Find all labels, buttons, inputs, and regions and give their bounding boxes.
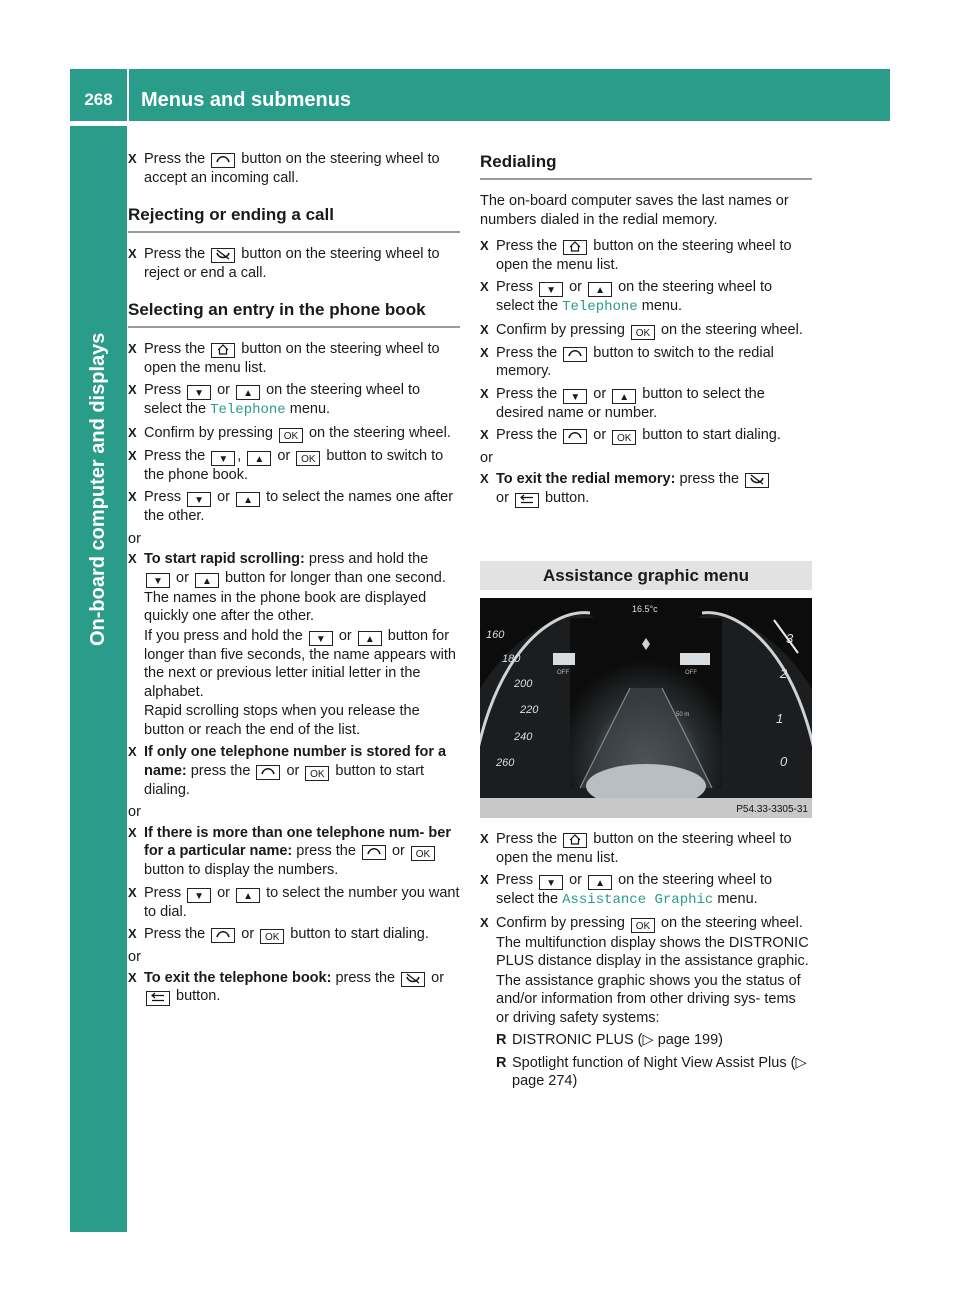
step-arrow-icon: X [480,385,489,401]
step-start-dialing: X Press the or OK button to start dialing. [128,926,429,943]
step-arrow-icon: X [480,872,489,887]
step-arrow-icon: X [480,914,489,930]
menu-telephone: Telephone [210,402,286,418]
step-redial-start: X Press the or OK button to start dialing. [480,427,781,444]
step-redial-confirm: X Confirm by pressing OK on the steering wheel. [480,321,803,339]
page-ref-icon: ▷ [642,1032,654,1048]
distance-marker: 50 m [676,712,690,718]
step-select-number: X Press ▼ or ▲ to select the number you want to dial. [128,884,460,920]
heading-redial: Redialing [480,152,557,171]
back-icon [146,991,170,1006]
menu-telephone: Telephone [562,299,638,315]
menu-assistance-graphic: Assistance Graphic [562,892,714,908]
step-open-menu: X Press the button on the steering wheel to open the menu list. [128,341,440,376]
page-title: Menus and submenus [141,89,352,111]
rapid-note-1: The names in the phone book are displayed quickly one after the other. [144,589,427,624]
step-arrow-icon: X [480,321,489,337]
side-tab-label-wrap [70,126,127,656]
phone-pickup-icon [211,153,235,168]
cluster-illustration [480,598,812,798]
assistance-steps [480,830,812,1091]
up-arrow-icon: ▲ [236,888,260,903]
bullet-icon: R [496,1032,507,1048]
step-arrow-icon: X [128,246,137,261]
heading-rule [128,231,460,233]
step-arrow-icon: X [128,151,137,166]
or-separator: or [128,530,141,547]
down-arrow-icon: ▼ [146,573,170,588]
page-ref-icon: ▷ [795,1054,807,1071]
list-item: R Spotlight function of Night View Assist Plus (▷ page 274) [496,1054,807,1089]
down-arrow-icon: ▼ [539,875,563,890]
speed-tick: 220 [520,704,539,716]
step-arrow-icon: X [480,238,489,253]
or-separator: or [128,949,141,965]
left-column [128,150,460,1010]
step-redial-select-telephone: X Press ▼ or ▲ on the steering wheel to select the Telephone menu. [480,279,773,315]
home-icon [211,343,235,358]
step-arrow-icon: X [128,424,137,440]
phone-hangup-icon [211,248,235,263]
speed-tick: 180 [502,653,521,665]
ok-key-icon: OK [631,918,655,933]
step-accept-call: X Press the button on the steering wheel to accept an incoming call. [128,151,440,186]
back-icon [515,493,539,508]
ok-key-icon: OK [612,430,636,445]
page-number: 268 [84,90,113,109]
step-arrow-icon: X [128,551,137,566]
speed-tick: 200 [514,678,533,690]
step-arrow-icon: X [480,279,489,294]
redial-intro: The on-board computer saves the last names or numbers dialed in the redial memory. [480,193,789,228]
up-arrow-icon: ▲ [236,385,260,400]
step-arrow-icon: X [480,470,489,486]
step-assist-open-menu: X Press the button on the steering wheel to open the menu list. [480,831,792,866]
ok-key-icon: OK [411,846,435,861]
step-redial-select-name: X Press the ▼ or ▲ button to select the desired name or number. [480,385,765,421]
step-redial-switch: X Press the button to switch to the redial memory. [480,344,774,379]
rpm-tick: 2 [780,666,788,681]
heading-rule [128,326,460,328]
down-arrow-icon: ▼ [563,389,587,404]
step-exit-redial: X To exit the redial memory: press the or button. [480,470,812,509]
down-arrow-icon: ▼ [539,282,563,297]
step-rapid-scroll: X To start rapid scrolling: press and hold the ▼ or ▲ button for longer than one second. The names in the phone book are displayed quickly one after the other. If you press and hold the ▼ or ▲ button for longer than five seconds, the name appears with the next or previous letter initial letter in the alphabet. Rapid scrolling stops when you release the button or reach the end of the list. [128,550,460,739]
ok-key-icon: OK [279,428,303,443]
step-arrow-icon: X [128,447,137,463]
step-redial-open-menu: X Press the button on the steering wheel to open the menu list. [480,238,792,273]
step-arrow-icon: X [128,341,137,356]
step-exit-book: X To exit the telephone book: press the or button. [128,969,445,1004]
assist-note-2: The assistance graphic shows you the status of and/or information from other driving sys- tems or driving safety systems: [496,972,801,1026]
step-arrow-icon: X [128,382,137,397]
rapid-note-2: If you press and hold the ▼ or ▲ button for longer than five seconds, the name appears with the next or previous letter initial letter in the alphabet. [144,627,456,700]
up-arrow-icon: ▲ [247,451,271,466]
step-arrow-icon: X [128,884,137,900]
ok-key-icon: OK [296,451,320,466]
home-icon [563,240,587,255]
phone-hangup-icon [745,473,769,488]
up-arrow-icon: ▲ [236,492,260,507]
side-tab-label: On-board computer and displays [87,332,109,646]
page-header [70,69,890,121]
speed-tick: 260 [496,757,515,769]
list-item: R DISTRONIC PLUS (▷ page 199) [496,1032,724,1048]
phone-hangup-icon [401,972,425,987]
phone-pickup-icon [563,429,587,444]
step-confirm: X Confirm by pressing OK on the steering wheel. [128,424,451,442]
step-switch-phone-book: X Press the ▼ , ▲ or OK button to switch to the phone book. [128,447,444,483]
figure-caption: P54.33-3305-31 [736,804,808,815]
assistance-heading: Assistance graphic menu [543,566,749,585]
down-arrow-icon: ▼ [187,888,211,903]
speed-tick: 240 [514,731,533,743]
step-one-number: X If only one telephone number is stored for a name: press the or OK button to start dialing. [128,744,447,798]
step-arrow-icon: X [128,744,137,759]
ok-key-icon: OK [260,929,284,944]
step-assist-confirm: X Confirm by pressing OK on the steering wheel. The multifunction display shows the DISTRONIC PLUS distance display in the assistance graphic. The assistance graphic shows you the status of and/or information from other driving sys- tems or driving safety systems: [480,914,812,1028]
down-arrow-icon: ▼ [211,451,235,466]
up-arrow-icon: ▲ [588,282,612,297]
home-icon [563,833,587,848]
off-label-right: OFF [685,670,697,676]
step-assist-select: X Press ▼ or ▲ on the steering wheel to select the Assistance Graphic menu. [480,872,773,908]
down-arrow-icon: ▼ [187,385,211,400]
ok-key-icon: OK [631,325,655,340]
step-reject-call: X Press the button on the steering wheel to reject or end a call. [128,246,440,281]
phone-pickup-icon [362,845,386,860]
phone-pickup-icon [563,347,587,362]
up-arrow-icon: ▲ [588,875,612,890]
step-select-telephone: X Press ▼ or ▲ on the steering wheel to select the Telephone menu. [128,382,421,418]
up-arrow-icon: ▲ [195,573,219,588]
ok-key-icon: OK [305,766,329,781]
heading-rule [480,178,812,180]
step-more-numbers: X If there is more than one telephone num- ber for a particular name: press the or OK button to display the numbers. [128,824,451,878]
phone-pickup-icon [211,928,235,943]
rpm-tick: 0 [780,754,788,769]
right-column [480,150,812,512]
step-arrow-icon: X [480,427,489,442]
rpm-tick: 1 [776,711,784,726]
outside-temperature: 16.5°c [632,604,658,614]
step-arrow-icon: X [128,824,137,840]
up-arrow-icon: ▲ [612,389,636,404]
header-divider [127,69,129,121]
phone-pickup-icon [256,765,280,780]
assistance-heading-bar [480,561,812,590]
step-arrow-icon: X [128,489,137,504]
off-label-left: OFF [557,670,569,676]
step-arrow-icon: X [128,969,137,985]
heading-reject-call: Rejecting or ending a call [128,205,334,224]
step-arrow-icon: X [480,344,489,360]
assist-note-1: The multifunction display shows the DISTRONIC PLUS distance display in the assistance graphic. [496,934,809,969]
bullet-icon: R [496,1054,507,1071]
up-arrow-icon: ▲ [358,631,382,646]
down-arrow-icon: ▼ [309,631,333,646]
step-select-names: X Press ▼ or ▲ to select the names one after the other. [128,489,454,524]
down-arrow-icon: ▼ [187,492,211,507]
instrument-cluster-figure [480,598,812,818]
rapid-note-3: Rapid scrolling stops when you release the button or reach the end of the list. [144,703,420,738]
step-arrow-icon: X [128,926,137,941]
speed-tick: 160 [486,629,505,641]
or-separator: or [480,450,493,466]
heading-phone-book: Selecting an entry in the phone book [128,300,426,319]
or-separator: or [128,804,141,820]
step-arrow-icon: X [480,831,489,846]
rpm-tick: 3 [786,631,794,646]
